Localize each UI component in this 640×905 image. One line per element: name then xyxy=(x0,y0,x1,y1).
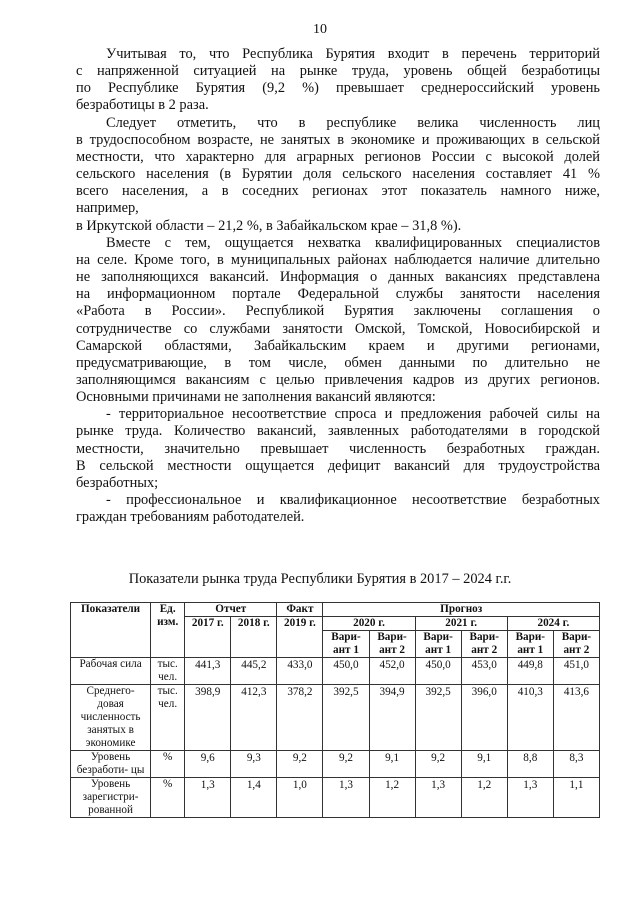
header-unit: Ед. изм. xyxy=(151,603,185,658)
row-unit: % xyxy=(151,778,185,818)
table-cell: 433,0 xyxy=(277,658,323,685)
text-line: с напряженной ситуацией на рынке труда, уровень общей безработицы xyxy=(76,63,600,80)
table-cell: 8,3 xyxy=(553,751,599,778)
paragraph xyxy=(76,46,600,115)
table-cell: 378,2 xyxy=(277,685,323,751)
table-cell: 9,2 xyxy=(415,751,461,778)
text-line: предусматривающие, в том числе, обмен данными по длительно не xyxy=(76,354,600,371)
header-forecast: Прогноз xyxy=(323,603,600,617)
table-cell: 9,3 xyxy=(231,751,277,778)
table-cell: 453,0 xyxy=(461,658,507,685)
table-cell: 449,8 xyxy=(507,658,553,685)
row-name: Среднего- довая численность занятых в экономике xyxy=(71,685,151,751)
text-line: безработных; xyxy=(76,474,159,491)
text-line: заполняющимся вакансиям с целью привлечения кадров из других регионов. xyxy=(76,371,600,388)
text-line: Основными причинами не заполнения вакансий являются: xyxy=(76,389,436,406)
row-unit: тыс. чел. xyxy=(151,685,185,751)
text-line: Следует отметить, что в республике велика численность лиц xyxy=(106,114,600,131)
row-name: Рабочая сила xyxy=(71,658,151,685)
text-line: рынке труда. Количество вакансий, заявленных работодателями в городской xyxy=(76,423,600,440)
text-line: сотрудничестве со службами занятости Омской, Томской, Новосибирской и xyxy=(76,320,600,337)
row-name: Уровень безработи- цы xyxy=(71,751,151,778)
table-cell: 8,8 xyxy=(507,751,553,778)
text-line: всего населения, а в соседних регионах этот показатель намного ниже, xyxy=(76,183,600,200)
table-header-row xyxy=(71,603,600,617)
header-variant-2: Вари- ант 2 xyxy=(461,631,507,658)
header-report: Отчет xyxy=(185,603,277,617)
text-line: по Республике Бурятия (9,2 %) превышает среднероссийский уровень xyxy=(76,80,600,97)
header-fact: Факт xyxy=(277,603,323,617)
text-line: - территориальное несоответствие спроса и предложения рабочей силы на xyxy=(106,406,600,423)
text-line: на информационном портале Федеральной службы занятости населения xyxy=(76,286,600,303)
table-cell: 392,5 xyxy=(323,685,369,751)
table-cell: 452,0 xyxy=(369,658,415,685)
paragraph xyxy=(76,235,600,407)
paragraph xyxy=(76,406,600,492)
header-variant-1: Вари- ант 1 xyxy=(323,631,369,658)
table-cell: 9,1 xyxy=(461,751,507,778)
table-cell: 9,2 xyxy=(323,751,369,778)
text-line: сельского населения (в Бурятии доля сельского населения составляет 41 % xyxy=(76,166,600,183)
table-cell: 412,3 xyxy=(231,685,277,751)
text-line: Самарской областями, Забайкальским краем и другими регионами, xyxy=(76,337,600,354)
text-line: в трудоспособном возрасте, не занятых в экономике и проживающих в сельской xyxy=(76,131,600,148)
table-cell: 413,6 xyxy=(553,685,599,751)
table-cell: 450,0 xyxy=(323,658,369,685)
table-cell: 392,5 xyxy=(415,685,461,751)
table-cell: 1,3 xyxy=(507,778,553,818)
table-cell: 1,2 xyxy=(369,778,415,818)
header-variant-1: Вари- ант 1 xyxy=(415,631,461,658)
text-line: местности, значительно превышает численность безработных граждан. xyxy=(76,440,600,457)
table-cell: 1,0 xyxy=(277,778,323,818)
header-indicators: Показатели xyxy=(71,603,151,658)
table-cell: 451,0 xyxy=(553,658,599,685)
text-line: граждан требованиям работодателей. xyxy=(76,509,305,526)
header-year-2021: 2021 г. xyxy=(415,617,507,631)
table-row xyxy=(71,685,600,751)
table-cell: 1,3 xyxy=(323,778,369,818)
header-year-2024: 2024 г. xyxy=(507,617,599,631)
table-caption: Показатели рынка труда Республики Бурятия в 2017 – 2024 г.г. xyxy=(128,571,512,587)
table-cell: 1,4 xyxy=(231,778,277,818)
table-cell: 9,2 xyxy=(277,751,323,778)
text-line: на селе. Кроме того, в муниципальных районах наблюдается наличие длительно xyxy=(76,251,600,268)
table-cell: 1,1 xyxy=(553,778,599,818)
table-row xyxy=(71,778,600,818)
table-cell: 9,6 xyxy=(185,751,231,778)
table-row xyxy=(71,658,600,685)
table-cell: 396,0 xyxy=(461,685,507,751)
paragraph xyxy=(76,492,600,526)
text-line: безработицы в 2 раза. xyxy=(76,97,209,114)
header-variant-2: Вари- ант 2 xyxy=(369,631,415,658)
text-line: например, xyxy=(76,200,139,217)
table-cell: 1,3 xyxy=(185,778,231,818)
table-cell: 410,3 xyxy=(507,685,553,751)
table-cell: 9,1 xyxy=(369,751,415,778)
text-line: «Работа в России». Республикой Бурятия заключены соглашения о xyxy=(76,303,600,320)
text-line: Вместе с тем, ощущается нехватка квалифицированных специалистов xyxy=(106,234,600,251)
table-cell: 445,2 xyxy=(231,658,277,685)
table-cell: 398,9 xyxy=(185,685,231,751)
header-year-2017: 2017 г. xyxy=(185,617,231,658)
labor-market-table xyxy=(70,602,600,818)
header-year-2020: 2020 г. xyxy=(323,617,415,631)
table-cell: 394,9 xyxy=(369,685,415,751)
text-line: местности, что характерно для аграрных регионов России с высокой долей xyxy=(76,148,600,165)
paragraph xyxy=(76,115,600,235)
table-cell: 450,0 xyxy=(415,658,461,685)
text-line: в Иркутской области – 21,2 %, в Забайкальском крае – 31,8 %). xyxy=(76,217,462,234)
table-cell: 1,2 xyxy=(461,778,507,818)
page-number: 10 xyxy=(313,22,327,37)
text-line: не заполняющихся вакансий. Информация о данных вакансиях представлена xyxy=(76,269,600,286)
table-row xyxy=(71,751,600,778)
row-name: Уровень зарегистри- рованной xyxy=(71,778,151,818)
text-line: Учитывая то, что Республика Бурятия входит в перечень территорий xyxy=(106,46,600,62)
row-unit: % xyxy=(151,751,185,778)
row-unit: тыс. чел. xyxy=(151,658,185,685)
header-year-2018: 2018 г. xyxy=(231,617,277,658)
body-text xyxy=(76,46,600,526)
header-variant-2: Вари- ант 2 xyxy=(553,631,599,658)
table-cell: 441,3 xyxy=(185,658,231,685)
table-cell: 1,3 xyxy=(415,778,461,818)
header-variant-1: Вари- ант 1 xyxy=(507,631,553,658)
header-year-2019: 2019 г. xyxy=(277,617,323,658)
text-line: - профессиональное и квалификационное несоответствие безработных xyxy=(106,492,600,509)
text-line: В сельской местности ощущается дефицит вакансий для трудоустройства xyxy=(76,457,600,474)
